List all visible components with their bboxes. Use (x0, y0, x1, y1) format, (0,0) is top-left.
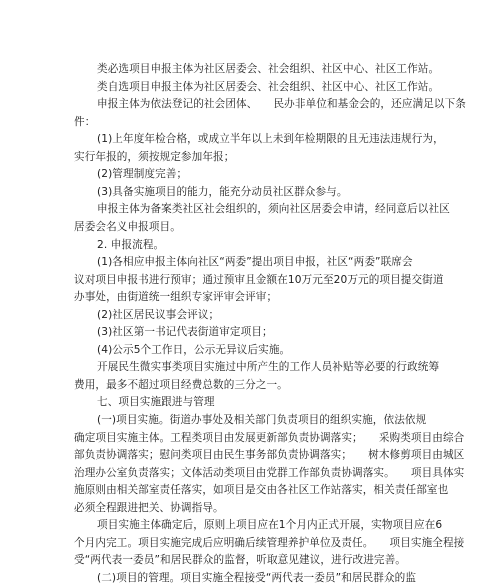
text-line: 议对项目申报书进行预审；通过预审且金额在10万元至20万元的项目提交街道 (74, 273, 444, 286)
text-line: 个月内完工。项目实施完成后应明确后续管理养护单位及责任。 项目实施全程接 (74, 536, 465, 549)
text-line: 类必选项目申报主体为社区居委会、社会组织、社区中心、社区工作站。 (97, 63, 440, 75)
text-line: (3)具备实施项目的能力，能充分动员社区群众参与。 (97, 185, 348, 198)
text-line: (3)社区第一书记代表街道审定项目； (97, 326, 273, 339)
text-line: 治理办公室负责落实；文体活动类项目由党群工作部负责协调落实。 项目具体实 (74, 466, 465, 479)
text-line: 实行年报的，须按规定参加年报； (74, 150, 235, 163)
text-line: 件： (74, 115, 96, 128)
section-heading: 七、项目实施跟进与管理 (97, 396, 215, 409)
text-line: 开展民生微实事类项目实施过中所产生的工作人员补贴等必要的行政统筹 (97, 361, 440, 374)
text-line: 类自选项目申报主体为社区居委会、社会组织、社区中心、社区工作站。 (97, 80, 440, 93)
text-line: 申报主体为依法登记的社会团体、 民办非单位和基金会的，还应满足以下条 (97, 98, 466, 111)
text-line: (1)上年度年检合格，或成立半年以上未到年检期限的且无违法违规行为， (97, 133, 444, 146)
section-heading: 2. 申报流程。 (97, 238, 165, 251)
text-line: (一)项目实施。街道办事处及相关部门负责项目的组织实施，依法依规 (97, 414, 427, 426)
text-line: (4)公示5个工作日，公示无异议后实施。 (97, 343, 291, 356)
text-line: 部负责协调落实；慰问类项目由民生事务部负责协调落实； 树木修剪项目由城区 (74, 449, 465, 462)
text-line: 受“两代表一委员”和居民群众的监督，听取意见建议，进行改进完善。 (74, 554, 406, 567)
text-line: (二)项目的管理。项目实施全程接受“两代表一委员”和居民群众的监 (97, 571, 417, 584)
text-line: 确定项目实施主体。工程类项目由发展更新部负责协调落实； 采购类项目由综合 (74, 431, 465, 444)
text-line: 项目实施主体确定后，原则上项目应在1个月内正式开展，实物项目应在6 (97, 519, 443, 532)
text-line: 必须全程跟进把关、协调指导。 (74, 501, 224, 514)
text-line: (2)社区居民议事会评议； (97, 308, 220, 321)
text-line: 居委会名义申报项目。 (74, 220, 181, 233)
text-line: 施原则由相关部室责任落实，如项目是交由各社区工作站落实，相关责任部室也 (74, 484, 449, 497)
text-line: (2)管理制度完善； (97, 168, 188, 181)
text-line: 费用，最多不超过项目经费总数的三分之一。 (74, 378, 288, 391)
text-line: 申报主体为备案类社区社会组织的，须向社区居委会申请，经同意后以社区 (97, 203, 450, 216)
text-line: 办事处，由街道统一组织专家评审会评审； (74, 291, 278, 304)
text-line: (1)各相应申报主体向社区“两委”提出项目申报，社区“两委”联席会 (97, 256, 413, 269)
